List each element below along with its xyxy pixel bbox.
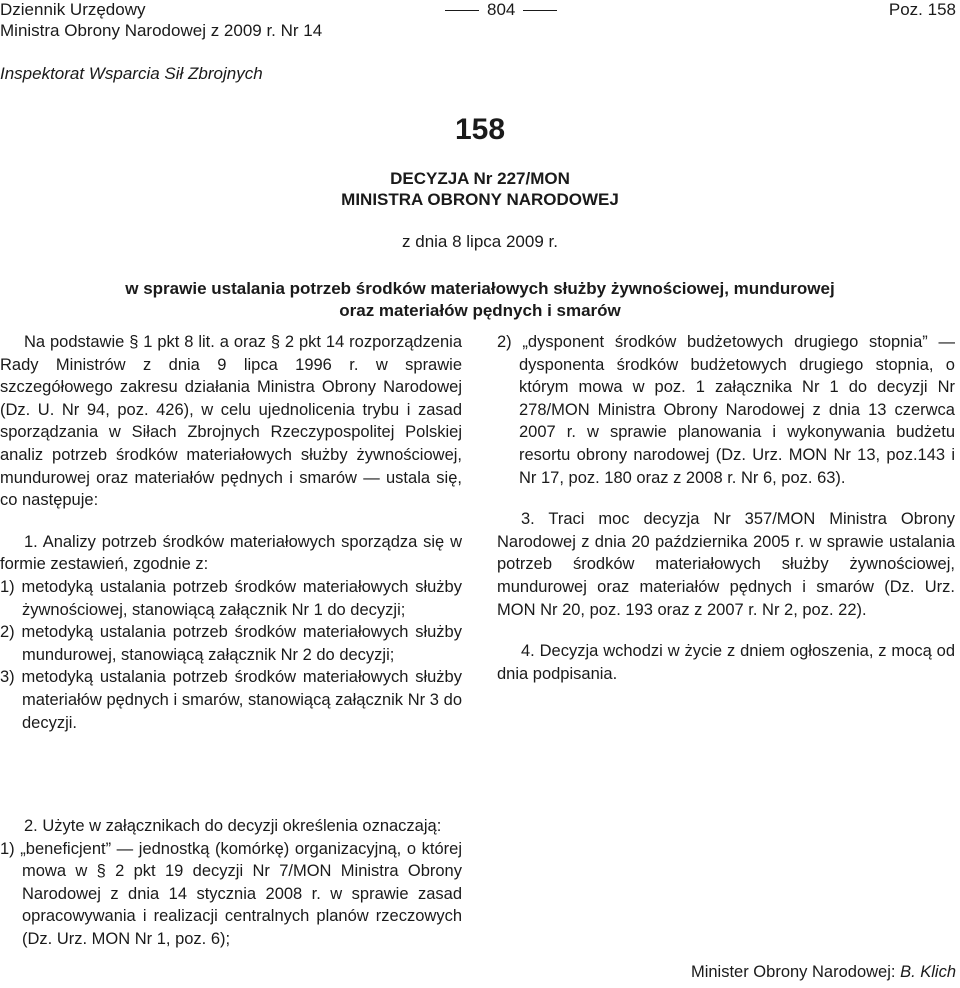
paragraph-3: 3. Traci moc decyzja Nr 357/MON Ministra Obrony Narodowej z dnia 20 października 2005 r. w sprawie ustalania potrzeb środków materiałowych służby żywnościowej, mundurowej oraz materiałów pędnych i smarów (Dz. Urz. MON Nr 20, poz. 193 oraz z 2007 r. Nr 2, poz. 22). bbox=[497, 510, 955, 619]
paragraph-1-item-1: 1) metodyką ustalania potrzeb środków materiałowych służby żywnościowej, stanowiącą załącznik Nr 1 do decyzji; bbox=[0, 577, 462, 619]
entry-number: 158 bbox=[454, 113, 506, 146]
right-column bbox=[497, 331, 955, 685]
section-2 bbox=[0, 815, 462, 951]
paragraph-1: 1. Analizy potrzeb środków materiałowych sporządza się w formie zestawień, zgodnie z: bbox=[0, 532, 462, 574]
page-number-block bbox=[437, 0, 565, 20]
issuer: Inspektorat Wsparcia Sił Zbrojnych bbox=[0, 64, 263, 83]
signature-name: B. Klich bbox=[900, 963, 956, 981]
signature bbox=[691, 963, 956, 982]
left-column bbox=[0, 331, 462, 734]
decision-subject-line1: w sprawie ustalania potrzeb środków materiałowych służby żywnościowej, mundurowej bbox=[125, 279, 835, 298]
decision-date: z dnia 8 lipca 2009 r. bbox=[402, 232, 558, 251]
signature-role: Minister Obrony Narodowej: bbox=[690, 963, 896, 981]
decision-subject-line2: oraz materiałów pędnych i smarów bbox=[339, 301, 621, 320]
page-number: 804 bbox=[487, 0, 516, 19]
preamble: Na podstawie § 1 pkt 8 lit. a oraz § 2 pkt 14 rozporządzenia Rady Ministrów z dnia 9 lipca 1996 r. w sprawie szczegółowego zakresu działania Ministra Obrony Narodowej (Dz. U. Nr 94, poz. 426), w celu ujednolicenia trybu i zasad sporządzania w Siłach Zbrojnych Rzeczypospolitej Polskiej analiz potrzeb środków materiałowych służby żywnościowej, mundurowej oraz materiałów pędnych i smarów — ustala się, co następuje: bbox=[0, 333, 462, 510]
decision-title-line1: DECYZJA Nr 227/MON bbox=[390, 169, 570, 188]
paragraph-2-item-1: 1) „beneficjent” — jednostką (komórkę) organizacyjną, o której mowa w § 2 pkt 19 decyzji Nr 7/MON Ministra Obrony Narodowej z dnia 14 stycznia 2008 r. w sprawie zasad opracowywania i realizacji centralnych planów rzeczowych (Dz. Urz. MON Nr 1, poz. 6); bbox=[0, 839, 462, 948]
journal-title: Dziennik Urzędowy bbox=[0, 0, 146, 19]
dash-left bbox=[445, 10, 479, 11]
position-number: Poz. 158 bbox=[888, 0, 956, 19]
decision-title bbox=[0, 168, 960, 210]
paragraph-2-item-2: 2) „dysponent środków budżetowych drugiego stopnia” — dysponenta środków budżetowych drugiego stopnia, o którym mowa w poz. 1 załącznika Nr 1 do decyzji Nr 278/MON Ministra Obrony Narodowej z dnia 13 czerwca 2007 r. w sprawie planowania i wykonywania budżetu resortu obrony narodowej (Dz. Urz. MON Nr 13, poz.143 i Nr 17, poz. 180 oraz z 2008 r. Nr 6, poz. 63). bbox=[497, 333, 955, 487]
dash-right bbox=[523, 10, 557, 11]
paragraph-2: 2. Użyte w załącznikach do decyzji określenia oznaczają: bbox=[24, 817, 442, 835]
decision-subject bbox=[0, 278, 960, 322]
paragraph-1-item-3: 3) metodyką ustalania potrzeb środków materiałowych służby materiałów pędnych i smarów, stanowiącą załącznik Nr 3 do decyzji. bbox=[0, 668, 462, 732]
paragraph-4: 4. Decyzja wchodzi w życie z dniem ogłoszenia, z mocą od dnia podpisania. bbox=[497, 642, 955, 683]
decision-title-line2: MINISTRA OBRONY NARODOWEJ bbox=[341, 190, 619, 209]
paragraph-1-item-2: 2) metodyką ustalania potrzeb środków materiałowych służby mundurowej, stanowiącą załącznik Nr 2 do decyzji; bbox=[0, 623, 462, 664]
journal-ministry: Ministra Obrony Narodowej z 2009 r. Nr 14 bbox=[0, 21, 323, 40]
